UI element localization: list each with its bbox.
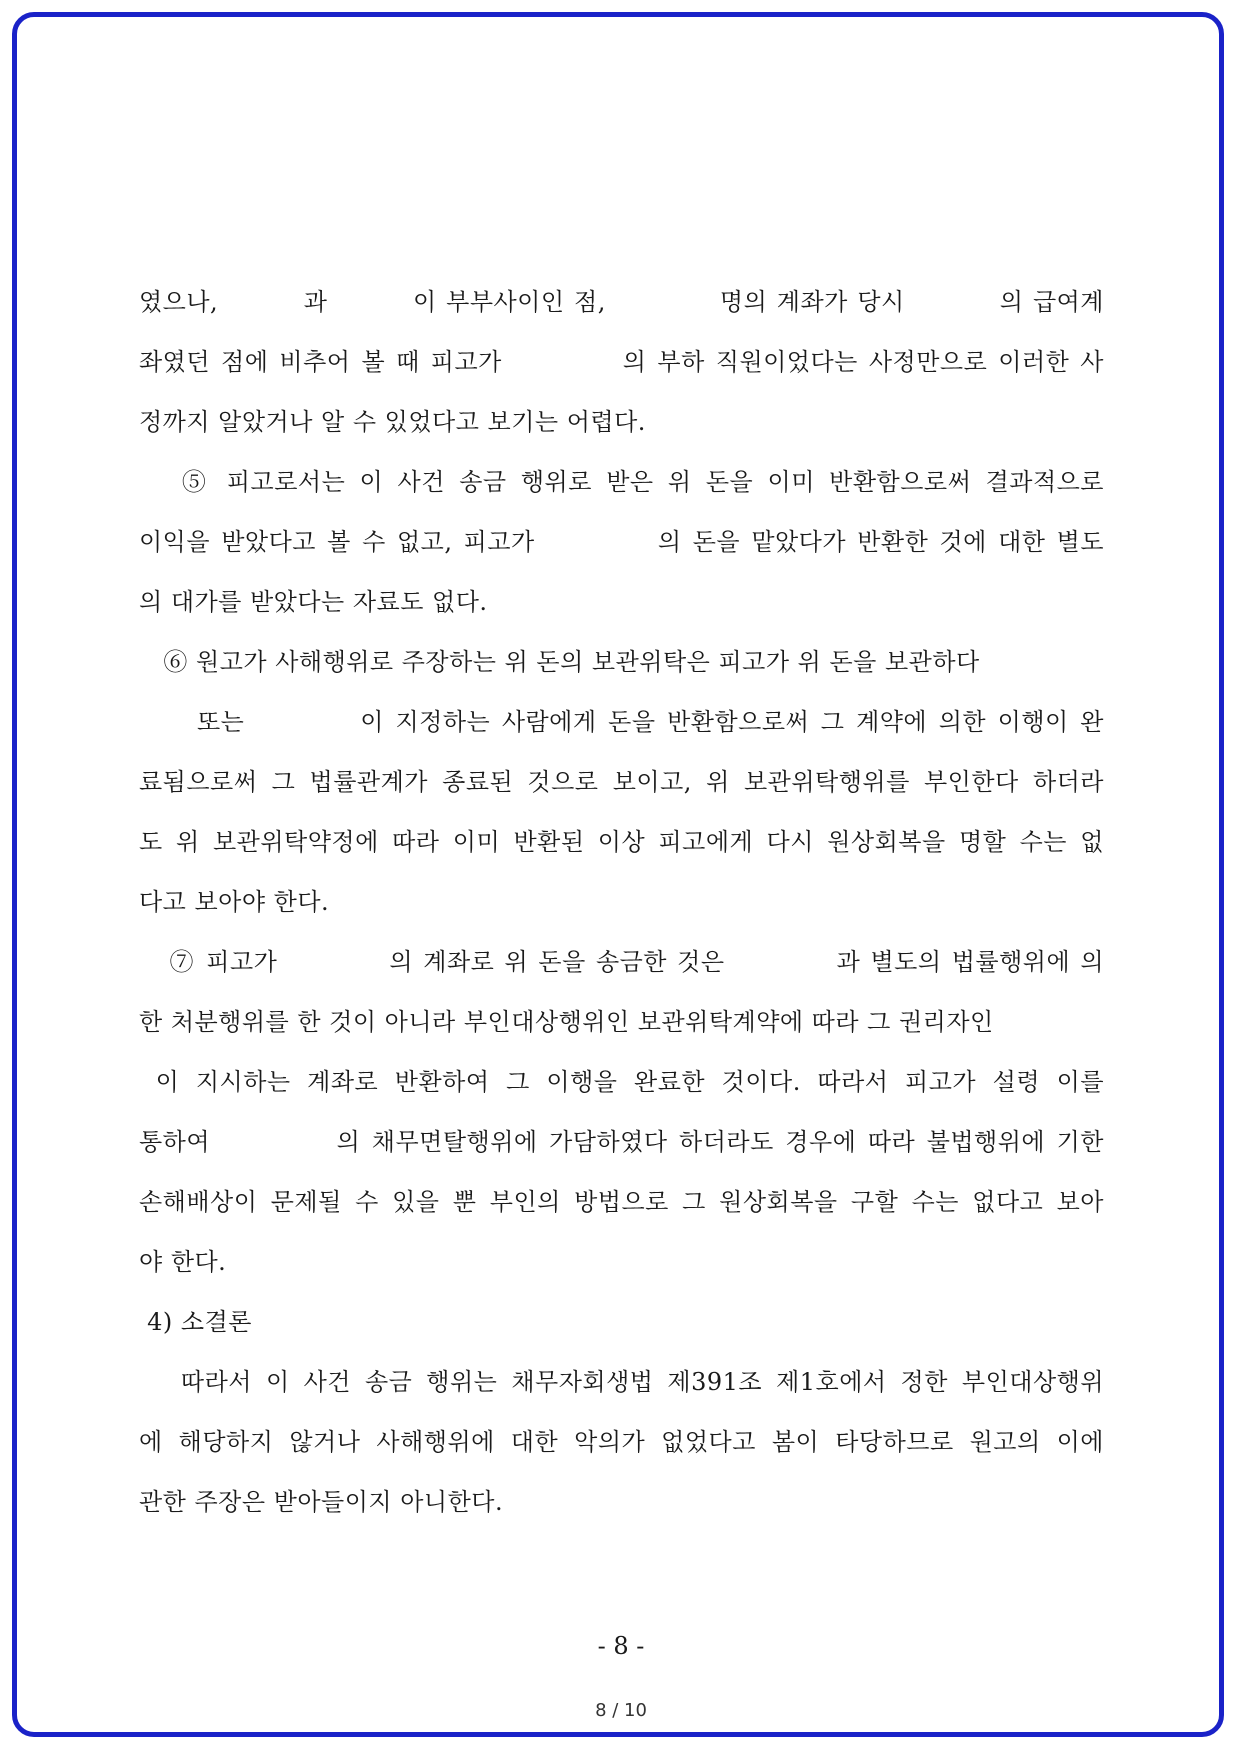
body-line: 다고 보아야 한다. xyxy=(139,888,330,916)
body-line: ⑦ 피고가 의 계좌로 위 돈을 송금한 것은 과 별도의 법률행위에 의 xyxy=(139,948,1104,976)
section-heading: 4) 소결론 xyxy=(139,1308,252,1336)
body-line: ⑥ 원고가 사해행위로 주장하는 위 돈의 보관위탁은 피고가 위 돈을 보관하다 xyxy=(139,648,980,676)
body-line: 또는 이 지정하는 사람에게 돈을 반환함으로써 그 계약에 의한 이행이 완 xyxy=(139,708,1104,736)
body-line: 한 처분행위를 한 것이 아니라 부인대상행위인 보관위탁계약에 따라 그 권리자인 xyxy=(139,1008,994,1036)
body-line: 정까지 알았거나 알 수 있었다고 보기는 어렵다. xyxy=(139,408,646,436)
body-line: 이익을 받았다고 볼 수 없고, 피고가 의 돈을 맡았다가 반환한 것에 대한 별도 xyxy=(139,528,1104,556)
body-line: 야 한다. xyxy=(139,1248,227,1276)
body-line: 통하여 의 채무면탈행위에 가담하였다 하더라도 경우에 따라 불법행위에 기한 xyxy=(139,1128,1104,1156)
document-page-frame xyxy=(12,12,1224,1737)
body-line: 도 위 보관위탁약정에 따라 이미 반환된 이상 피고에게 다시 원상회복을 명할 수는 없 xyxy=(139,828,1104,856)
body-line: 관한 주장은 받아들이지 아니한다. xyxy=(139,1488,504,1516)
body-line: 료됨으로써 그 법률관계가 종료된 것으로 보이고, 위 보관위탁행위를 부인한다 하더라 xyxy=(139,768,1104,796)
page-number: - 8 - xyxy=(597,1632,645,1660)
body-line: 따라서 이 사건 송금 행위는 채무자회생법 제391조 제1호에서 정한 부인대상행위 xyxy=(139,1368,1104,1396)
body-line: 좌였던 점에 비추어 볼 때 피고가 의 부하 직원이었다는 사정만으로 이러한 사 xyxy=(139,348,1104,376)
body-line: 의 대가를 받았다는 자료도 없다. xyxy=(139,588,488,616)
body-line: ⑤ 피고로서는 이 사건 송금 행위로 받은 위 돈을 이미 반환함으로써 결과적으로 xyxy=(139,468,1104,496)
body-line: 였으나, 과 이 부부사이인 점, 명의 계좌가 당시 의 급여계 xyxy=(139,288,1104,316)
page-indicator: 8 / 10 xyxy=(595,1700,647,1721)
body-line: 에 해당하지 않거나 사해행위에 대한 악의가 없었다고 봄이 타당하므로 원고의 이에 xyxy=(139,1428,1104,1456)
body-line: 이 지시하는 계좌로 반환하여 그 이행을 완료한 것이다. 따라서 피고가 설령 이를 xyxy=(139,1068,1104,1096)
body-line: 손해배상이 문제될 수 있을 뿐 부인의 방법으로 그 원상회복을 구할 수는 없다고 보아 xyxy=(139,1188,1104,1216)
